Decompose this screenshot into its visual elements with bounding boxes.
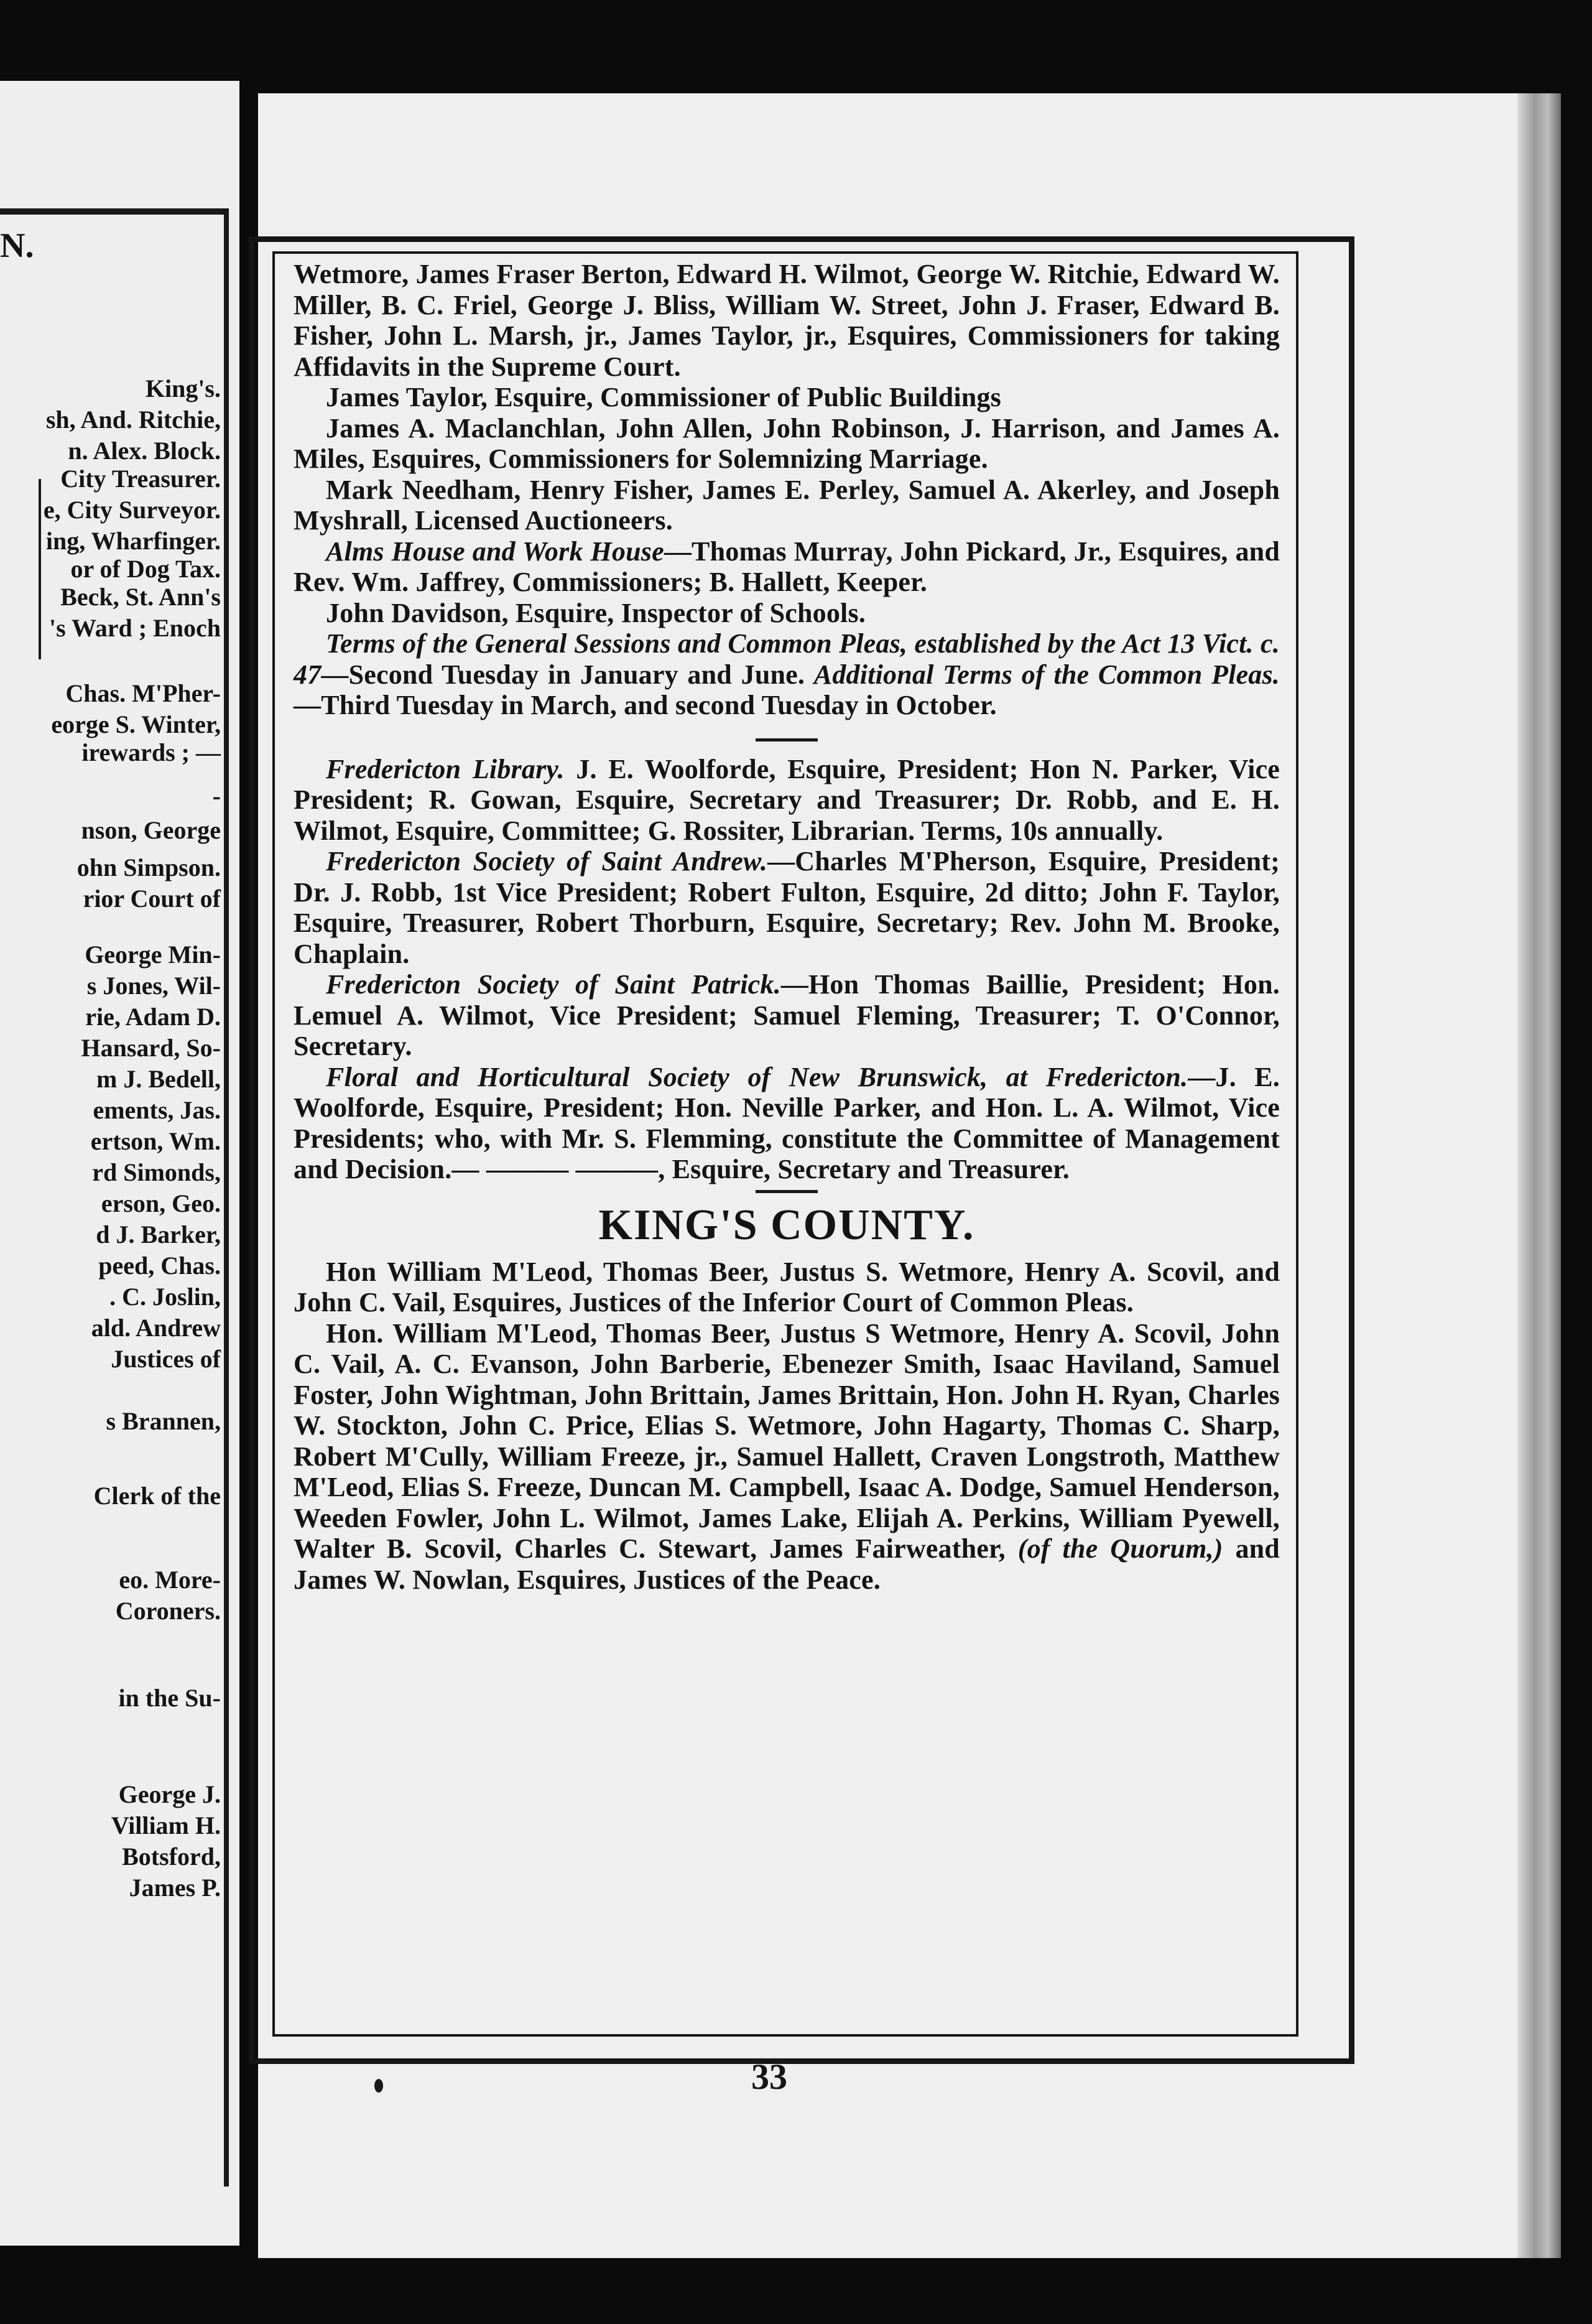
left-page-line: Botsford, bbox=[122, 1843, 221, 1871]
left-page-line: Clerk of the bbox=[93, 1482, 221, 1510]
left-page-line: nson, George bbox=[81, 816, 221, 844]
left-page-line: Justices of bbox=[111, 1345, 221, 1373]
marriage-commissioners-paragraph: James A. Maclanchlan, John Allen, John Robinson, J. Harrison, and James A. Miles, Esquires, Commissioners for Solemnizing Marriage. bbox=[294, 412, 1280, 474]
left-page-line: s Jones, Wil- bbox=[86, 972, 221, 1000]
left-page-line: - bbox=[212, 782, 221, 810]
court-terms-label: Terms of the General Sessions and Common Pleas, established by the Act 13 Vict. c. 47 bbox=[294, 628, 1280, 690]
auctioneers-paragraph: Mark Needham, Henry Fisher, James E. Perley, Samuel A. Akerley, and Joseph Myshrall, Licensed Auctioneers. bbox=[294, 474, 1280, 536]
affidavit-commissioners-paragraph: Wetmore, James Fraser Berton, Edward H. Wilmot, George W. Ritchie, Edward W. Miller, B. C. Friel, George J. Bliss, William W. Street, John J. Fraser, Edward B. Fisher, John L. Marsh, jr., James Taylor, jr., Esquires, Commissioners for taking Affidavits in the Supreme Court. bbox=[294, 259, 1280, 382]
library-paragraph bbox=[294, 754, 1280, 847]
additional-terms-label: Additional Terms of the Common Pleas. bbox=[813, 659, 1280, 690]
left-facing-page bbox=[0, 81, 239, 2246]
ink-mark bbox=[374, 2079, 383, 2093]
left-page-line: irewards ; — bbox=[81, 738, 221, 766]
left-page-line: . C. Joslin, bbox=[109, 1283, 221, 1311]
left-page-line: City Treasurer. bbox=[60, 465, 221, 493]
left-page-line: Villiam H. bbox=[111, 1811, 221, 1839]
left-page-line: eorge S. Winter, bbox=[51, 710, 221, 738]
left-page-line: rie, Adam D. bbox=[85, 1003, 221, 1031]
left-page-line: George J. bbox=[118, 1780, 221, 1808]
left-page-line: Chas. M'Pher- bbox=[65, 679, 221, 707]
page-edge-shadow bbox=[1517, 93, 1561, 2258]
left-page-line: 's Ward ; Enoch bbox=[49, 614, 221, 642]
quorum-note: (of the Quorum,) bbox=[1017, 1533, 1223, 1564]
inspector-paragraph: John Davidson, Esquire, Inspector of Schools. bbox=[326, 597, 866, 628]
floral-society-label: Floral and Horticultural Society of New Brunswick, at Fredericton. bbox=[326, 1061, 1188, 1092]
left-page-line: James P. bbox=[129, 1874, 221, 1902]
left-page-line: ertson, Wm. bbox=[90, 1127, 221, 1155]
left-page-line: Beck, St. Ann's bbox=[60, 583, 221, 611]
left-page-line: ald. Andrew bbox=[91, 1314, 221, 1342]
floral-society-text: —J. E. Woolforde, Esquire, President; Hon. Neville Parker, and Hon. L. A. Wilmot, Vice Presidents; who, with Mr. S. Flemming, constitute the Committee of Management and Decision.— ——— ———, Esquire, Secretary and Treasurer. bbox=[294, 1061, 1280, 1184]
public-buildings-paragraph: James Taylor, Esquire, Commissioner of Public Buildings bbox=[326, 382, 1001, 412]
section-divider bbox=[756, 738, 818, 741]
left-page-line: rior Court of bbox=[83, 885, 221, 913]
section-divider-small bbox=[756, 1190, 818, 1193]
left-page-line: m J. Bedell, bbox=[96, 1065, 221, 1093]
additional-terms-text: —Third Tuesday in March, and second Tuesday in October. bbox=[294, 690, 997, 720]
left-page-line: ements, Jas. bbox=[93, 1096, 221, 1124]
library-label: Fredericton Library. bbox=[326, 753, 565, 784]
st-patrick-paragraph bbox=[294, 969, 1280, 1062]
left-page-inner-rule bbox=[39, 479, 41, 659]
left-page-line: erson, Geo. bbox=[101, 1189, 221, 1217]
left-page-line: peed, Chas. bbox=[98, 1252, 221, 1280]
st-andrew-text: —Charles M'Pherson, Esquire, President; Dr. J. Robb, 1st Vice President; Robert Fulton, Esquire, 2d ditto; John F. Taylor, Esquire, Treasurer, Robert Thorburn, Esquire, Secretary; Rev. John M. Brooke, Chaplain. bbox=[294, 846, 1280, 969]
left-page-line: ohn Simpson. bbox=[76, 853, 221, 881]
left-page-line: sh, And. Ritchie, bbox=[45, 406, 221, 434]
left-page-top-rule bbox=[0, 208, 227, 215]
justices-list-tail: and James W. Nowlan, Esquires, Justices of the Peace. bbox=[294, 1533, 1280, 1595]
floral-society-paragraph bbox=[294, 1062, 1280, 1185]
left-page-line: in the Su- bbox=[118, 1684, 221, 1712]
alms-house-text: —Thomas Murray, John Pickard, Jr., Esquires, and Rev. Wm. Jaffrey, Commissioners; B. Hallett, Keeper. bbox=[294, 536, 1280, 597]
court-terms-text: —Second Tuesday in January and June. bbox=[321, 659, 814, 690]
st-andrew-label: Fredericton Society of Saint Andrew. bbox=[326, 846, 768, 876]
library-text: J. E. Woolforde, Esquire, President; Hon N. Parker, Vice President; R. Gowan, Esquire, Secretary and Treasurer; Dr. Robb, and E. H. Wilmot, Esquire, Committee; G. Rossiter, Librarian. Terms, 10s annually. bbox=[294, 753, 1280, 846]
st-patrick-text: —Hon Thomas Baillie, President; Hon. Lemuel A. Wilmot, Vice President; Samuel Fleming, Treasurer; T. O'Connor, Secretary. bbox=[294, 969, 1280, 1061]
left-page-line: n. Alex. Block. bbox=[68, 437, 221, 465]
st-patrick-label: Fredericton Society of Saint Patrick. bbox=[326, 969, 781, 1000]
left-page-line: d J. Barker, bbox=[96, 1220, 221, 1248]
kings-county-heading: KING'S COUNTY. bbox=[598, 1201, 975, 1249]
left-page-line: e, City Surveyor. bbox=[43, 496, 221, 524]
alms-house-paragraph bbox=[294, 536, 1280, 598]
left-page-line: or of Dog Tax. bbox=[70, 555, 221, 583]
left-page-line: N. bbox=[0, 226, 34, 265]
justices-of-peace-paragraph bbox=[294, 1318, 1280, 1596]
court-terms-paragraph bbox=[294, 628, 1280, 721]
left-page-line: ing, Wharfinger. bbox=[45, 527, 221, 555]
left-page-line: George Min- bbox=[85, 941, 221, 969]
left-page-line: King's. bbox=[145, 374, 221, 402]
left-page-line: eo. More- bbox=[119, 1566, 221, 1594]
left-page-line: rd Simonds, bbox=[92, 1158, 221, 1186]
page-number: 33 bbox=[751, 2057, 787, 2097]
alms-house-label: Alms House and Work House bbox=[326, 536, 664, 567]
left-page-line: s Brannen, bbox=[106, 1407, 221, 1435]
st-andrew-paragraph bbox=[294, 846, 1280, 969]
left-page-line: Hansard, So- bbox=[81, 1034, 221, 1062]
inferior-court-justices-paragraph: Hon William M'Leod, Thomas Beer, Justus S. Wetmore, Henry A. Scovil, and John C. Vail, Esquires, Justices of the Inferior Court of Common Pleas. bbox=[294, 1256, 1280, 1318]
left-page-column-rule bbox=[224, 208, 229, 2187]
justices-list-text: Hon. William M'Leod, Thomas Beer, Justus S Wetmore, Henry A. Scovil, John C. Vail, A. C. Evanson, John Barberie, Ebenezer Smith, Isaac Haviland, Samuel Foster, John Wightman, John Brittain, James Brittain, Hon. John H. Ryan, Charles W. Stockton, John C. Price, Elias S. Wetmore, John Hagarty, Thomas C. Sharp, Robert M'Cully, William Freeze, jr., Samuel Hallett, Craven Longstroth, Matthew M'Leod, Elias S. Freeze, Duncan M. Campbell, Isaac A. Dodge, Samuel Henderson, Weeden Fowler, John L. Wilmot, James Lake, Elijah A. Perkins, William Pyewell, Walter B. Scovil, Charles C. Stewart, James Fairweather, bbox=[294, 1318, 1280, 1564]
left-page-line: Coroners. bbox=[115, 1597, 221, 1625]
text-box bbox=[272, 251, 1298, 2037]
